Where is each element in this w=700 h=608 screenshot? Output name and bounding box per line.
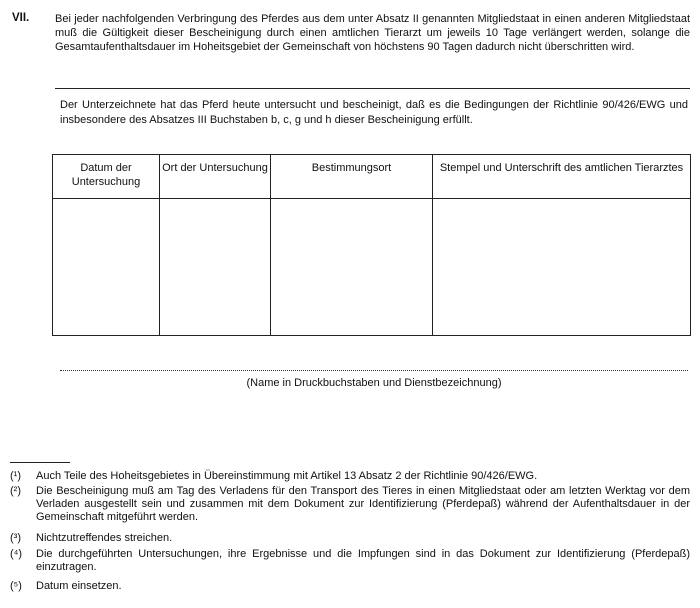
- signature-line: [60, 370, 688, 371]
- footnote-mark: (⁴): [10, 548, 23, 560]
- header-stempel: Stempel und Unterschrift des amtlichen Tierarztes: [433, 155, 691, 199]
- header-bestimmungsort: Bestimmungsort: [271, 155, 433, 199]
- footnote-mark: (¹): [10, 470, 21, 482]
- footnote-mark: (³): [10, 532, 21, 544]
- table-row: [53, 199, 691, 336]
- footnote-text: Datum einsetzen.: [36, 580, 122, 592]
- footnote-text: Auch Teile des Hoheitsgebietes in Übereinstimmung mit Artikel 13 Absatz 2 der Richtlinie 90/426/EWG.: [36, 470, 538, 482]
- footnote-4: [10, 548, 690, 574]
- declaration-text: Der Unterzeichnete hat das Pferd heute untersucht und bescheinigt, daß es die Bedingungen der Richtlinie 90/426/EWG und insbesondere des Absatzes III Buchstaben b, c, g und h dieser Bescheinigung erfüllt.: [60, 99, 688, 126]
- signature-label: (Name in Druckbuchstaben und Dienstbezeichnung): [246, 377, 502, 389]
- header-datum: Datum der Untersuchung: [53, 155, 160, 199]
- footnote-mark: (²): [10, 485, 21, 497]
- footnote-text: Die durchgeführten Untersuchungen, ihre Ergebnisse und die Impfungen sind in das Dokument zur Identifizierung (Pferdepaß) einzutragen.: [36, 548, 690, 573]
- cell-stempel[interactable]: [433, 199, 691, 336]
- cell-bestimmungsort[interactable]: [271, 199, 433, 336]
- footnote-text: Nichtzutreffendes streichen.: [36, 532, 173, 544]
- divider: [55, 88, 690, 89]
- section-number: VII.: [12, 12, 30, 24]
- cell-datum[interactable]: [53, 199, 160, 336]
- footnote-2: [10, 485, 690, 524]
- footnote-5: [10, 580, 690, 593]
- inspection-table: [52, 154, 691, 336]
- footnote-divider: [10, 462, 70, 463]
- cell-ort[interactable]: [160, 199, 271, 336]
- section-text: Bei jeder nachfolgenden Verbringung des Pferdes aus dem unter Absatz II genannten Mitgliedstaat in einen anderen Mitgliedstaat muß die Gültigkeit dieser Bescheinigung durch einen amtlichen Tierarzt um jeweils 10 Tage verlängert werden, solange die Gesamtaufenthaltsdauer im Hoheitsgebiet der Gemeinschaft von höchstens 90 Tagen dadurch nicht überschritten wird.: [55, 13, 690, 53]
- footnote-text: Die Bescheinigung muß am Tag des Verladens für den Transport des Tieres in einen Mitgliedstaat oder am letzten Werktag vor dem Verladen ausgestellt sein und zusammen mit dem Dokument zur Identifizierung (Pferdepaß) während der Aufenthaltsdauer in der Gemeinschaft mitgeführt werden.: [36, 485, 690, 523]
- footnote-1: [10, 470, 690, 483]
- footnote-mark: (⁵): [10, 580, 22, 592]
- table-header-row: [53, 155, 691, 199]
- footnote-3: [10, 532, 690, 545]
- header-ort: Ort der Untersuchung: [160, 155, 271, 199]
